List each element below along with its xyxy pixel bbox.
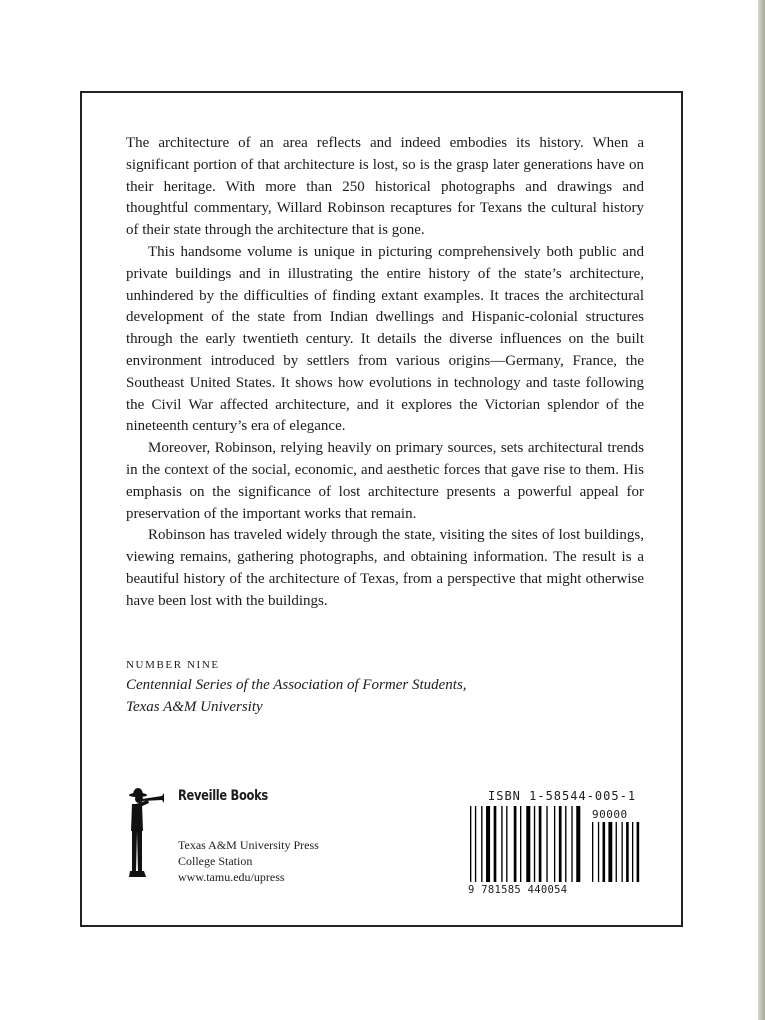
series-title-line-2: Texas A&M University: [126, 699, 263, 715]
barcode-addon-digits: 90000: [592, 808, 628, 821]
series-title-line-1: Centennial Series of the Association of Former Students,: [126, 677, 467, 693]
cover-blurb: [126, 133, 644, 613]
press-info: [178, 837, 319, 885]
publisher-block: [126, 787, 386, 897]
blurb-paragraph-2: This handsome volume is unique in picturing comprehensively both public and private buildings and in illustrating the entire history of the state’s architecture, unhindered by the difficulties of finding extant examples. It traces the architectural development of the state from Indian dwellings and Hispanic-colonial structures through the early twentieth century. It details the diverse influences on the built environment introduced by settlers from various origins—Germany, France, the Southeast United States. It shows how evolutions in technology and taste following the Civil War affected architecture, and it explores the Victorian splendor of the nineteenth century’s era of elegance.: [126, 243, 644, 435]
series-number: NUMBER NINE: [126, 659, 220, 671]
press-url: www.tamu.edu/upress: [178, 870, 285, 884]
bugler-silhouette-icon: [126, 787, 174, 887]
blurb-paragraph-1: The architecture of an area reflects and indeed embodies its history. When a significant portion of that architecture is lost, so is the grasp later generations have on their heritage. With more than 250 historical photographs and drawings and thoughtful commentary, Willard Robinson recaptures for Texans the cultural history of their state through the architecture that is gone.: [126, 135, 644, 239]
barcode: [468, 806, 644, 898]
isbn-label: ISBN 1-58544-005-1: [488, 789, 637, 803]
blurb-paragraph-3: Moreover, Robinson, relying heavily on primary sources, sets architectural trends in the context of the social, economic, and aesthetic forces that gave rise to them. His emphasis on the significance of lost architecture presents a powerful appeal for preservation of the important works that remain.: [126, 440, 644, 522]
page-edge: [758, 0, 765, 1020]
press-location: College Station: [178, 854, 253, 868]
press-name: Texas A&M University Press: [178, 838, 319, 852]
blurb-paragraph-4: Robinson has traveled widely through the state, visiting the sites of lost buildings, viewing remains, gathering photographs, and obtaining information. The result is a beautiful history of the architecture of Texas, from a perspective that might otherwise have been lost with the buildings.: [126, 527, 644, 609]
barcode-digits: 9 781585 440054: [468, 884, 568, 896]
series-info: [126, 656, 646, 718]
imprint-name: Reveille Books: [178, 788, 268, 804]
back-cover: [80, 91, 683, 927]
